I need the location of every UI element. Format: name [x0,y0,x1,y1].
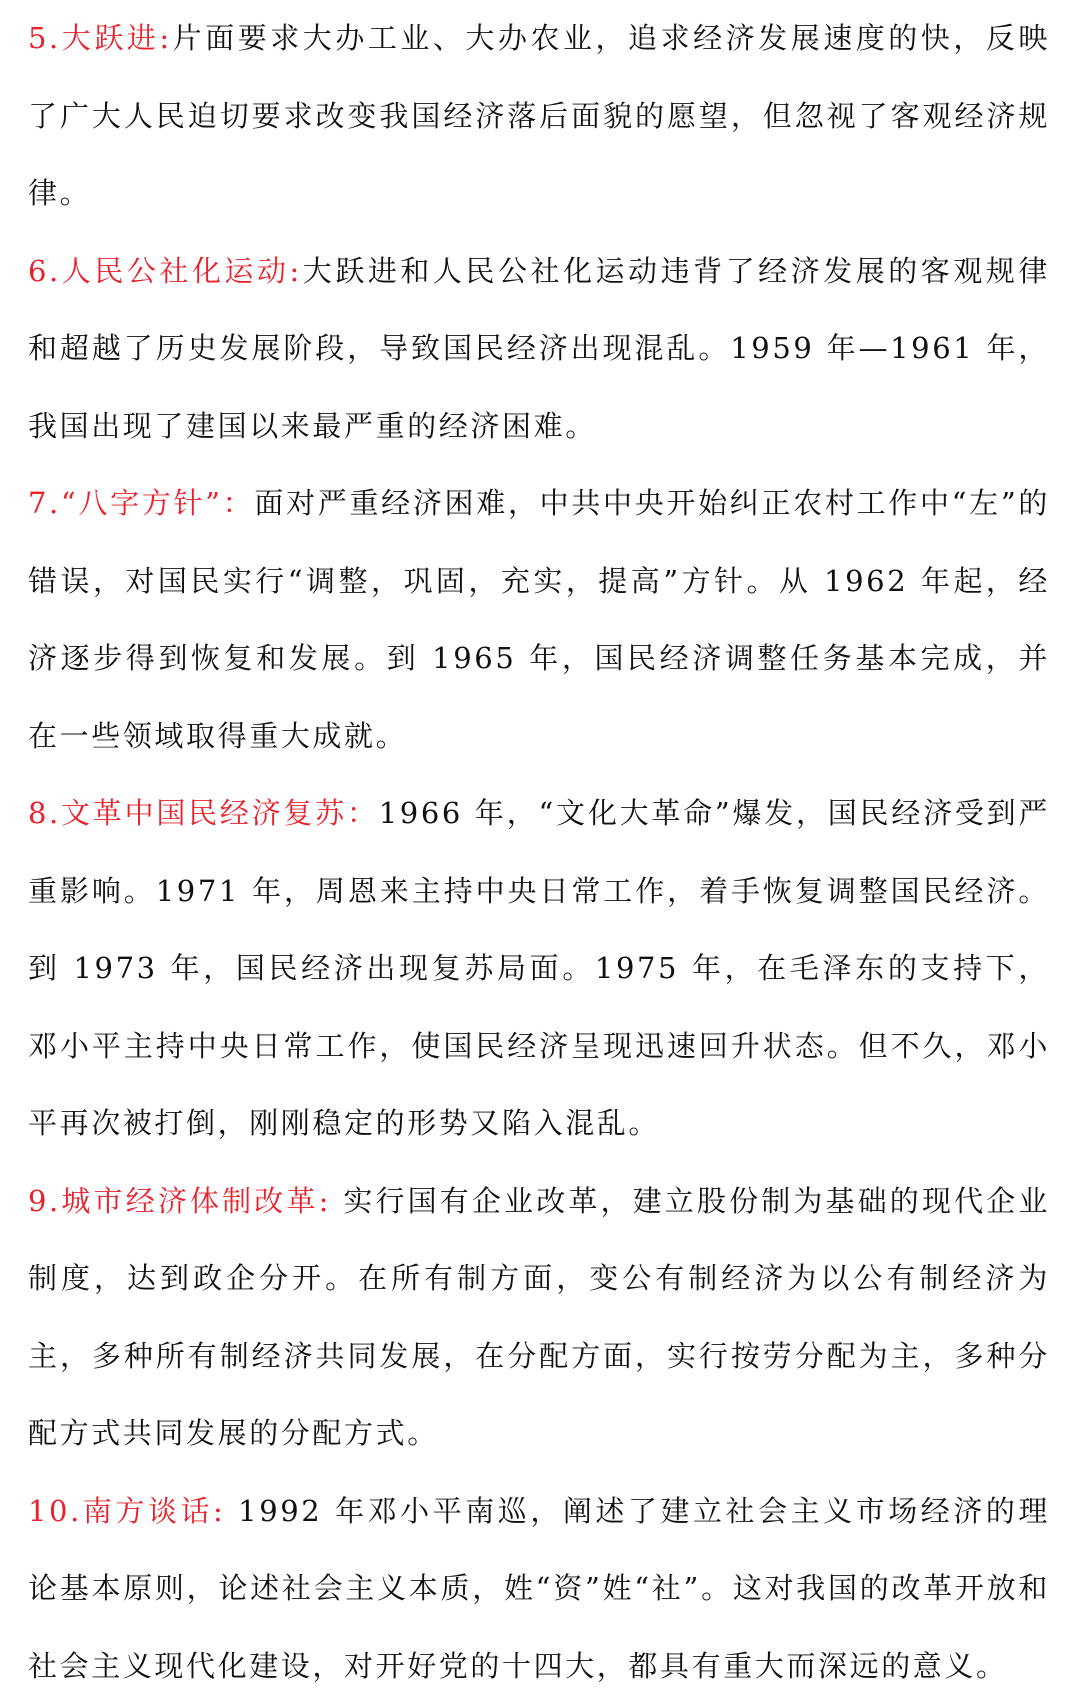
entry-cultural-revolution-recovery [28,775,1050,1163]
entry-body: 1992 年邓小平南巡，阐述了建立社会主义市场经济的理论基本原则，论述社会主义本质，姓“资”姓“社”。这对我国的改革开放和社会主义现代化建设，对开好党的十四大，都具有重大而深远的意义。 [28,1494,1050,1683]
entry-term: 6.人民公社化运动: [28,254,302,288]
entry-peoples-commune [28,233,1050,466]
entry-southern-tour-talks [28,1473,1050,1705]
entry-body: 实行国有企业改革，建立股份制为基础的现代企业制度，达到政企分开。在所有制方面，变公有制经济为以公有制经济为主，多种所有制经济共同发展，在分配方面，实行按劳分配为主，多种分配方式共同发展的分配方式。 [28,1184,1050,1451]
entry-term: 10.南方谈话: [28,1494,225,1528]
entry-urban-economic-reform [28,1163,1050,1473]
entry-body: 1966 年，“文化大革命”爆发，国民经济受到严重影响。1971 年，周恩来主持中央日常工作，着手恢复调整国民经济。到 1973 年，国民经济出现复苏局面。1975 年，在毛泽东的支持下，邓小平主持中央日常工作，使国民经济呈现迅速回升状态。但不久，邓小平再次被打倒，刚刚稳定的形势又陷入混乱。 [28,796,1050,1140]
entry-term: 9.城市经济体制改革: [28,1184,331,1218]
entry-body: 大跃进和人民公社化运动违背了经济发展的客观规律和超越了历史发展阶段，导致国民经济出现混乱。1959 年—1961 年，我国出现了建国以来最严重的经济困难。 [28,254,1050,443]
entry-eight-character-policy [28,465,1050,775]
entry-term: 7.“八字方针”： [28,486,254,520]
entry-term: 5.大跃进: [28,21,172,55]
entry-body: 面对严重经济困难，中共中央开始纠正农村工作中“左”的错误，对国民实行“调整，巩固，充实，提高”方针。从 1962 年起，经济逐步得到恢复和发展。到 1965 年，国民经济调整任务基本完成，并在一些领域取得重大成就。 [28,486,1050,753]
entry-term: 8.文革中国民经济复苏： [28,796,379,830]
entry-great-leap-forward [28,0,1050,233]
entry-body: 片面要求大办工业、大办农业，追求经济发展速度的快，反映了广大人民迫切要求改变我国经济落后面貌的愿望，但忽视了客观经济规律。 [28,21,1050,210]
